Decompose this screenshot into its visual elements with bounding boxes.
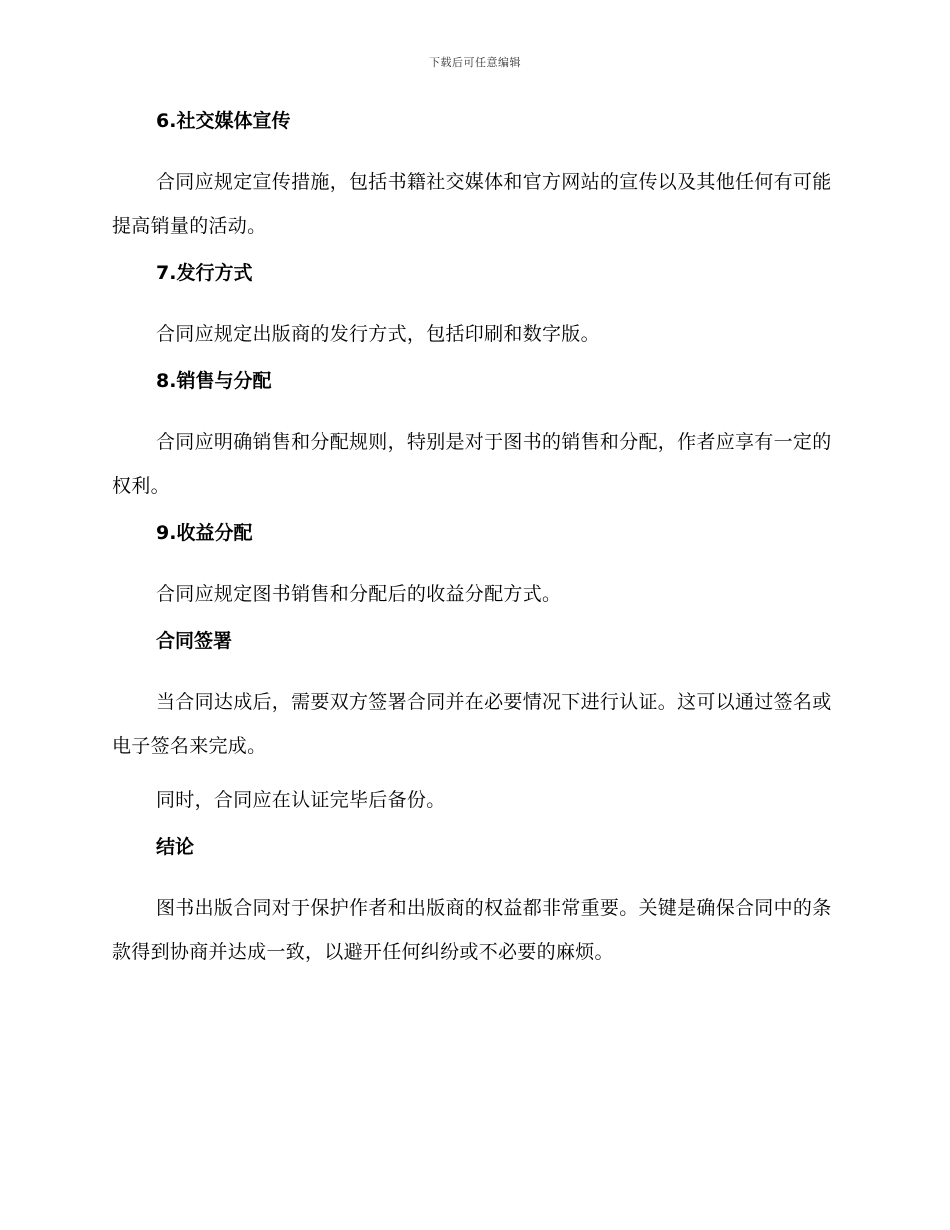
document-body [112, 106, 832, 984]
paragraph-revenue: 合同应规定图书销售和分配后的收益分配方式。 [156, 583, 562, 605]
section-heading-distribution: 7.发行方式 [156, 262, 253, 284]
paragraph-conclusion: 图书出版合同对于保护作者和出版商的权益都非常重要。关键是确保合同中的条款得到协商并达成一致，以避开任何纠纷或不必要的麻烦。 [112, 897, 832, 963]
paragraph-sales: 合同应明确销售和分配规则，特别是对于图书的销售和分配，作者应享有一定的权利。 [112, 431, 832, 497]
section-heading-signing: 合同签署 [156, 630, 233, 652]
section-heading-sales: 8.销售与分配 [156, 370, 272, 392]
section-heading-revenue: 9.收益分配 [156, 522, 253, 544]
paragraph-social-media: 合同应规定宣传措施，包括书籍社交媒体和官方网站的宣传以及其他任何有可能提高销量的活动。 [112, 171, 832, 237]
paragraph-backup: 同时，合同应在认证完毕后备份。 [156, 789, 446, 811]
paragraph-distribution: 合同应规定出版商的发行方式，包括印刷和数字版。 [156, 323, 600, 345]
section-heading-conclusion: 结论 [156, 836, 195, 858]
page-header: 下载后可任意编辑 [429, 56, 521, 69]
paragraph-signing: 当合同达成后，需要双方签署合同并在必要情况下进行认证。这可以通过签名或电子签名来完成。 [112, 691, 832, 757]
section-heading-social-media: 6.社交媒体宣传 [156, 110, 291, 132]
